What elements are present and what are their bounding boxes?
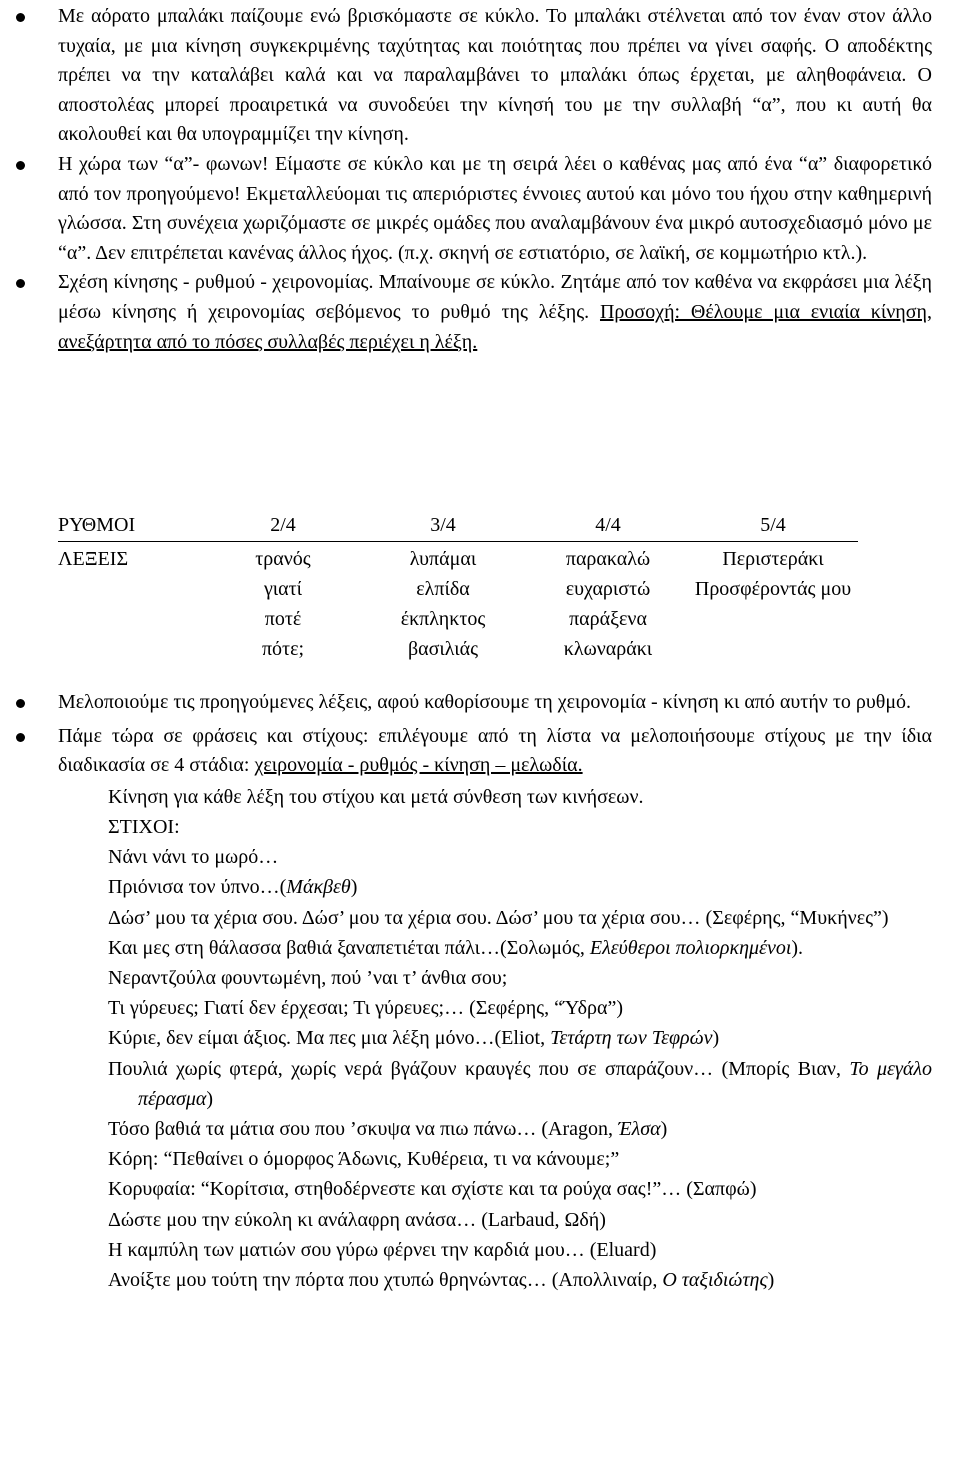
bullet-stages-underlined: χειρονομία - ρυθμός - κίνηση – μελωδία. — [254, 754, 583, 777]
word: Περιστεράκι — [722, 548, 824, 570]
verse-source-italic: Τετάρτη των Τεφρών — [550, 1027, 713, 1050]
verse-text: Τόσο βαθιά τα μάτια σου που ’σκυψα να πιω πάνω… (Aragon, — [108, 1118, 619, 1141]
verse-text: Κύριε, δεν είμαι άξιος. Μα πες μια λέξη μόνο…(Eliot, — [108, 1027, 551, 1050]
table-cell — [358, 542, 528, 665]
verse-text: Δώστε μου την εύκολη κι ανάλαφρη ανάσα… (Larbaud, Ωδή) — [108, 1208, 606, 1231]
word: τρανός — [255, 548, 311, 570]
verse-text: Νεραντζούλα φουντωμένη, πού ’ναι τ’ άνθια σου; — [108, 967, 508, 989]
rhythm-words-table — [58, 510, 858, 664]
verse-tail: ) — [350, 876, 358, 899]
table-cell — [208, 542, 358, 665]
bullet-melody-words — [0, 688, 960, 718]
bullet-dot — [16, 699, 25, 708]
verse-line — [0, 963, 960, 993]
verse-text: Νάνι νάνι το μωρό… — [108, 846, 279, 869]
bullet-dot — [16, 13, 25, 22]
table-column-header: 4/4 — [528, 510, 688, 542]
bullet-dot — [16, 161, 25, 170]
word: έκπληκτος — [400, 608, 486, 630]
bullet-invisible-ball — [0, 2, 960, 150]
verse-line — [0, 1054, 960, 1114]
verse-tail: ). — [791, 936, 804, 959]
verse-source-italic: Έλσα — [618, 1118, 661, 1141]
table-row — [58, 542, 858, 665]
verse-line — [0, 842, 960, 872]
word: λυπάμαι — [409, 548, 477, 570]
verse-text: Και μες στη θάλασσα βαθιά ξαναπετιέται πάλι…(Σολωμός, — [108, 936, 590, 959]
verse-tail: ) — [767, 1269, 775, 1292]
verse-line — [0, 933, 960, 963]
verse-line — [0, 1265, 960, 1295]
bullet-a-sounds — [0, 150, 960, 268]
verses-list — [0, 842, 960, 1295]
verse-line — [0, 1023, 960, 1053]
word: ευχαριστώ — [565, 578, 651, 600]
table-column-header: 5/4 — [688, 510, 858, 542]
verse-line — [0, 1235, 960, 1265]
word: παράξενα — [569, 608, 647, 630]
bullet-dot — [16, 733, 25, 742]
word: πότε; — [261, 638, 305, 660]
word: κλωναράκι — [563, 638, 653, 660]
word: γιατί — [263, 578, 303, 600]
verse-tail: ) — [712, 1027, 720, 1050]
verse-text: Τι γύρευες; Γιατί δεν έρχεσαι; Τι γύρευες;… (Σεφέρης, “Ύδρα”) — [108, 997, 624, 1020]
word: ελπίδα — [416, 578, 470, 600]
bullet-text: Με αόρατο μπαλάκι παίζουμε ενώ βρισκόμαστε σε κύκλο. Το μπαλάκι στέλνεται από τον έναν στον άλλο τυχαία, με μια κίνηση συγκεκριμένης ταχύτητας και ποιότητας που πρέπει να γίνει σαφής. Ο αποδέκτης πρέπει να την καταλάβει καλά και να παραλαμβάνει το μπαλάκι όπως έρχεται, με αληθοφάνεια. Ο αποστολέας μπορεί προαιρετικά να συνοδεύει την κίνησή του με την συλλαβή “α”, που κι αυτή θα ακολουθεί και θα υπογραμμίζει την κίνηση. — [58, 5, 932, 146]
verse-source-italic: Μάκβεθ — [286, 876, 351, 899]
table-column-header: 2/4 — [208, 510, 358, 542]
verse-text: Κορυφαία: “Κορίτσια, στηθοδέρνεστε και σχίστε και τα ρούχα σας!”… (Σαπφώ) — [108, 1178, 757, 1201]
word: Προσφέροντάς μου — [694, 578, 852, 600]
stages-note: Κίνηση για κάθε λέξη του στίχου και μετά σύνθεση των κινήσεων. — [108, 785, 644, 808]
word: ποτέ — [264, 608, 302, 630]
verse-source-italic: Ελεύθεροι πολιορκημένοι — [589, 936, 792, 959]
bullet-text: Μελοποιούμε τις προηγούμενες λέξεις, αφού καθορίσουμε τη χειρονομία - κίνηση κι από αυτήν το ρυθμό. — [58, 691, 912, 713]
verse-line — [0, 993, 960, 1023]
verse-source-italic: Το μεγάλο πέρασμα — [138, 1057, 932, 1110]
bullet-note-underlined: Προσοχή: Θέλουμε μια ενιαία κίνηση, ανεξάρτητα από το πόσες συλλαβές περιέχει η λέξη. — [58, 300, 933, 353]
verse-text: Η καμπύλη των ματιών σου γύρω φέρνει την καρδιά μου… (Eluard) — [108, 1238, 657, 1261]
verse-text: Πουλιά χωρίς φτερά, χωρίς νερά βγάζουν κραυγές που σε σπαράζουν… (Μπορίς Βιαν, — [108, 1057, 850, 1080]
bullet-movement-rhythm — [0, 268, 960, 357]
verses-heading: ΣΤΙΧΟΙ: — [108, 815, 180, 838]
verse-line — [0, 1114, 960, 1144]
bullet-text: Σχέση κίνησης - ρυθμού - χειρονομίας. Μπαίνουμε σε κύκλο. Ζητάμε από τον καθένα να εκφράσει μια λέξη μέσω κίνησης ή χειρονομίας σεβόμενος το ρυθμό της λέξης. — [58, 271, 932, 323]
word: παρακαλώ — [565, 548, 651, 570]
table-row-label: ΛΕΞΕΙΣ — [58, 548, 129, 570]
verse-line — [0, 1205, 960, 1235]
bullet-phrases-verses — [0, 722, 960, 781]
verse-text: Δώσ’ μου τα χέρια σου. Δώσ’ μου τα χέρια σου. Δώσ’ μου τα χέρια σου… (Σεφέρης, “Μυκήνες”) — [108, 906, 889, 929]
verse-line — [0, 903, 960, 933]
verse-text: Ανοίξτε μου τούτη την πόρτα που χτυπώ θρηνώντας… (Απολλιναίρ, — [108, 1269, 663, 1292]
lower-section — [0, 688, 960, 1295]
table-header-label: ΡΥΘΜΟΙ — [58, 510, 208, 542]
verse-line — [0, 1174, 960, 1204]
bullet-text: Η χώρα των “α”- φωνων! Είμαστε σε κύκλο και με τη σειρά λέει ο καθένας μας από ένα “α” διαφορετικό από τον προηγούμενο! Εκμεταλλεύομαι τις απεριόριστες έννοιες αυτού και μόνο του ήχου στην καθημερινή γλώσσα. Στη συνέχεια χωριζόμαστε σε μικρές ομάδες που αναλαμβάνουν ένα μικρό αυτοσχεδιασμό μόνο με “α”. Δεν επιτρέπεται κανένας άλλος ήχος. (π.χ. σκηνή σε εστιατόριο, σε λαϊκή, σε κομμωτήριο κτλ.). — [58, 152, 932, 264]
verse-line — [0, 872, 960, 902]
verse-text: Πριόνισα τον ύπνο…( — [108, 876, 287, 899]
verse-line — [0, 1144, 960, 1174]
table-cell — [688, 542, 858, 665]
bullet-dot — [16, 279, 25, 288]
word: βασιλιάς — [407, 638, 479, 660]
verse-text: Κόρη: “Πεθαίνει ο όμορφος Άδωνις, Κυθέρεια, τι να κάνουμε;” — [108, 1148, 620, 1171]
table-header-row — [58, 510, 858, 542]
verse-tail: ) — [660, 1118, 668, 1141]
table-column-header: 3/4 — [358, 510, 528, 542]
verse-tail: ) — [206, 1087, 214, 1110]
table-cell — [528, 542, 688, 665]
verse-source-italic: Ο ταξιδιώτης — [662, 1269, 768, 1292]
bullet-text: Πάμε τώρα σε φράσεις και στίχους: επιλέγουμε από τη λίστα να μελοποιήσουμε στίχους με την ίδια διαδικασία σε 4 στάδια: — [58, 724, 932, 777]
